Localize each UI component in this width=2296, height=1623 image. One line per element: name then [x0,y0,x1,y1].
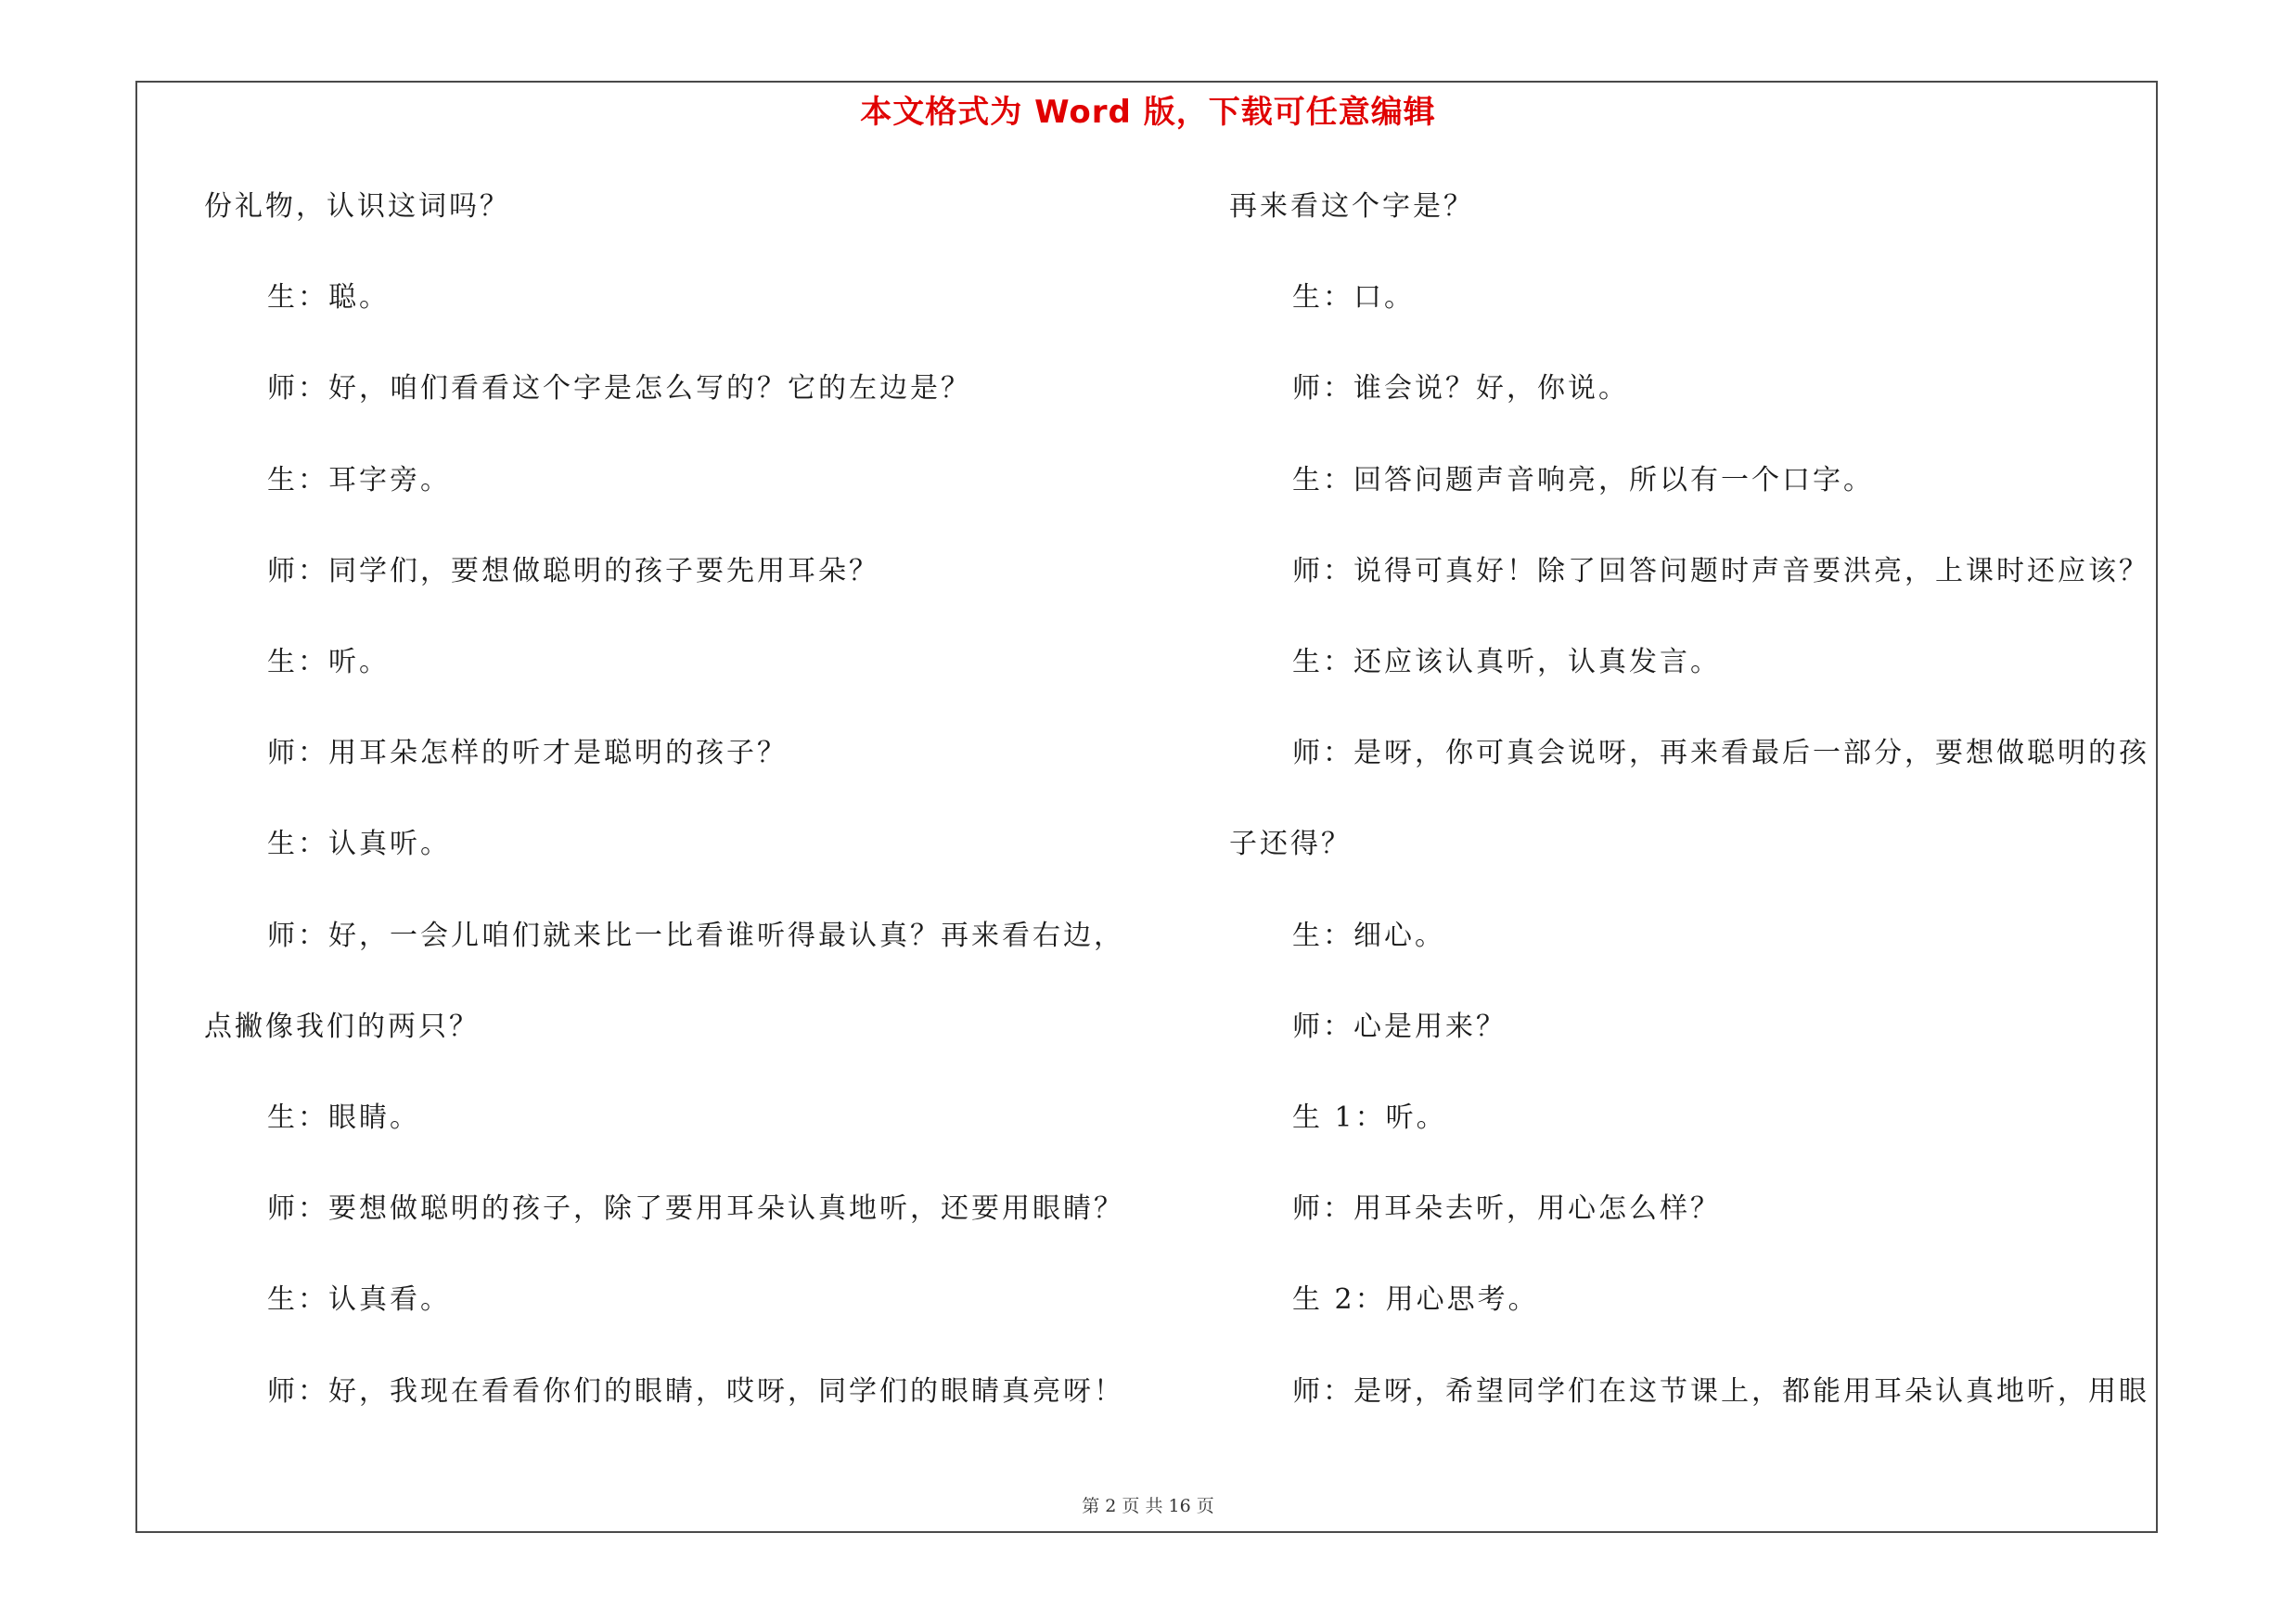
paragraph-line: 生：耳字旁。 [267,463,451,496]
paragraph-line: 子还得？ [1229,828,1352,861]
paragraph-line: 生：眼睛。 [267,1101,420,1134]
paragraph-line: 生：还应该认真听，认真发言。 [1292,646,1721,678]
paragraph-line: 生：口。 [1292,281,1415,315]
paragraph-line: 师：用耳朵去听，用心怎么样？ [1292,1192,1721,1226]
paragraph-line: 师：说得可真好！除了回答问题时声音要洪亮，上课时还应该？ [1292,554,2149,587]
paragraph-line: 师：要想做聪明的孩子，除了要用耳朵认真地听，还要用眼睛？ [267,1192,1124,1226]
paragraph-line: 生：认真看。 [267,1283,451,1317]
paragraph-line: 生：聪。 [267,281,390,315]
paragraph-line: 再来看这个字是？ [1229,190,1474,223]
paragraph-line: 师：用耳朵怎样的听才是聪明的孩子？ [267,737,788,770]
paragraph-line: 点撇像我们的两只？ [204,1010,480,1043]
paragraph-line: 师：好，咱们看看这个字是怎么写的？它的左边是？ [267,372,971,406]
paragraph-line: 份礼物，认识这词吗？ [204,190,510,223]
paragraph-line: 师：是呀，希望同学们在这节课上，都能用耳朵认真地听，用眼 [1292,1374,2149,1408]
paragraph-line: 生 1：听。 [1292,1101,1447,1134]
paragraph-line: 生 2：用心思考。 [1292,1283,1539,1317]
format-banner: 本文格式为 Word 版，下载可任意编辑 [860,94,1436,131]
paragraph-line: 生：认真听。 [267,828,451,861]
paragraph-line: 师：好，一会儿咱们就来比一比看谁听得最认真？再来看右边， [267,919,1124,952]
paragraph-line: 生：听。 [267,646,390,678]
paragraph-line: 师：好，我现在看看你们的眼睛，哎呀，同学们的眼睛真亮呀！ [267,1374,1124,1408]
paragraph-line: 生：回答问题声音响亮，所以有一个口字。 [1292,463,1874,496]
paragraph-line: 师：同学们，要想做聪明的孩子要先用耳朵？ [267,554,879,587]
paragraph-line: 师：心是用来？ [1292,1010,1507,1043]
page-number: 第 2 页 共 16 页 [1082,1496,1214,1516]
paragraph-line: 师：是呀，你可真会说呀，再来看最后一部分，要想做聪明的孩 [1292,737,2149,770]
paragraph-line: 生：细心。 [1292,919,1445,952]
paragraph-line: 师：谁会说？好，你说。 [1292,372,1629,406]
